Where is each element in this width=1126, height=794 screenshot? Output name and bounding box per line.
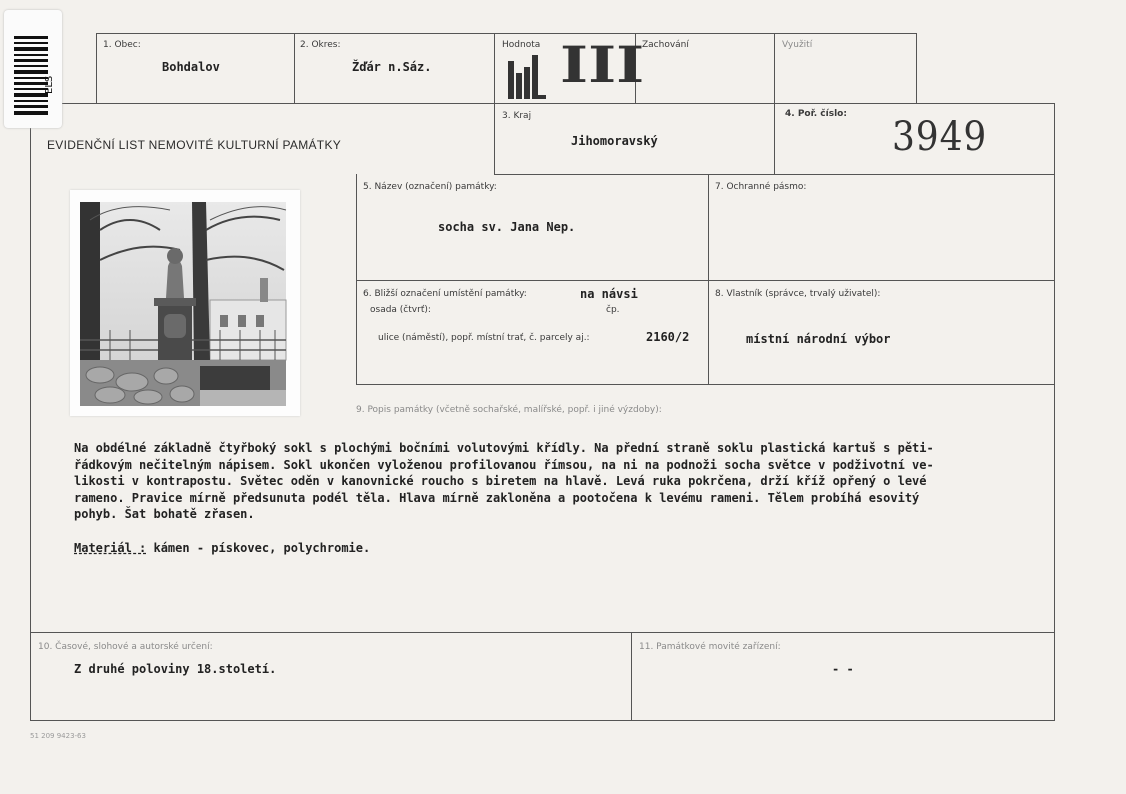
rule (356, 280, 1055, 281)
rule (30, 103, 31, 720)
umisteni-label: 6. Bližší označení umístění památky: (363, 289, 527, 299)
material-value: kámen - pískovec, polychromie. (146, 541, 371, 555)
monument-photo (70, 190, 300, 416)
popis-text (74, 440, 1034, 523)
vlastnik-value: místní národní výbor (746, 332, 891, 346)
barcode-icon (4, 10, 62, 128)
por-cislo-label: 4. Poř. číslo: (785, 109, 847, 119)
popis-label: 9. Popis památky (včetně sochařské, malířské, popř. i jiné výzdoby): (356, 405, 662, 415)
barcode-sticker (4, 10, 62, 128)
cp-label: čp. (606, 305, 620, 315)
vyuziti-label: Využití (782, 40, 813, 50)
rule (774, 33, 775, 174)
kraj-label: 3. Kraj (502, 111, 532, 121)
barcode-label: ELS (44, 75, 55, 94)
obec-value: Bohdalov (162, 60, 220, 74)
umisteni-value: na návsi (580, 287, 638, 301)
popis-line: rameno. Pravice mírně předsunuta podél těla. Hlava mírně zakloněna a pootočena k levému rameni. Tělem probíhá esovitý (74, 490, 920, 505)
rule (631, 632, 632, 720)
casove-value: Z druhé poloviny 18.století. (74, 662, 277, 676)
casove-label: 10. Časové, slohové a autorské určení: (38, 642, 213, 652)
ulice-label: ulice (náměstí), popř. místní trať, č. parcely aj.: (378, 333, 590, 343)
popis-line: likosti v kontrapostu. Světec oděn v kanovnické roucho s biretem na hlavě. Levá ruka pokrčena, drží kříž opřený o levé (74, 474, 927, 488)
zachovani-label: Zachování (642, 40, 689, 50)
rule (30, 720, 1055, 721)
rule (356, 384, 1055, 385)
parcela-value: 2160/2 (646, 330, 690, 344)
nazev-label: 5. Název (označení) památky: (363, 182, 497, 192)
popis-line: pohyb. Šat bohatě zřasen. (74, 507, 255, 521)
popis-line: Na obdélné základně čtyřboký sokl s plochými bočními volutovými křídly. Na přední straně soklu plastická kartuš s pěti- (74, 441, 934, 455)
rule (494, 174, 1055, 175)
statue-photo-icon (70, 190, 300, 416)
pamatkove-label: 11. Památkové movité zařízení: (639, 642, 781, 652)
rule (356, 174, 357, 384)
okres-label: 2. Okres: (300, 40, 341, 50)
vlastnik-label: 8. Vlastník (správce, trvalý uživatel): (715, 289, 881, 299)
rule (30, 632, 1055, 633)
rule (708, 174, 709, 384)
rule (916, 33, 917, 103)
okres-value: Žďár n.Sáz. (352, 60, 432, 74)
form-title: EVIDENČNÍ LIST NEMOVITÉ KULTURNÍ PAMÁTKY (47, 138, 342, 152)
nazev-value: socha sv. Jana Nep. (438, 220, 576, 234)
kraj-value: Jihomoravský (571, 134, 658, 148)
obec-label: 1. Obec: (103, 40, 141, 50)
rule (30, 103, 1055, 104)
material-label: Materiál : (74, 541, 147, 555)
rule (1054, 103, 1055, 720)
material-line (74, 541, 370, 555)
rule (96, 33, 917, 34)
rule (494, 33, 495, 174)
rule (96, 33, 97, 103)
popis-line: řádkovým nečitelným nápisem. Sokl ukončen vyloženou profilovanou římsou, na ni na podnoži socha světce v podživotní ve- (74, 457, 934, 472)
osada-label: osada (čtvrť): (370, 305, 431, 315)
por-cislo-value: 3949 (892, 114, 988, 160)
hodnota-value: III (560, 35, 645, 94)
hodnota-label: Hodnota (502, 40, 541, 50)
ochranne-pasmo-label: 7. Ochranné pásmo: (715, 182, 807, 192)
pamatkove-value: - - (832, 662, 854, 676)
footer-code: 51 209 9423-63 (30, 732, 86, 740)
rule (294, 33, 295, 103)
